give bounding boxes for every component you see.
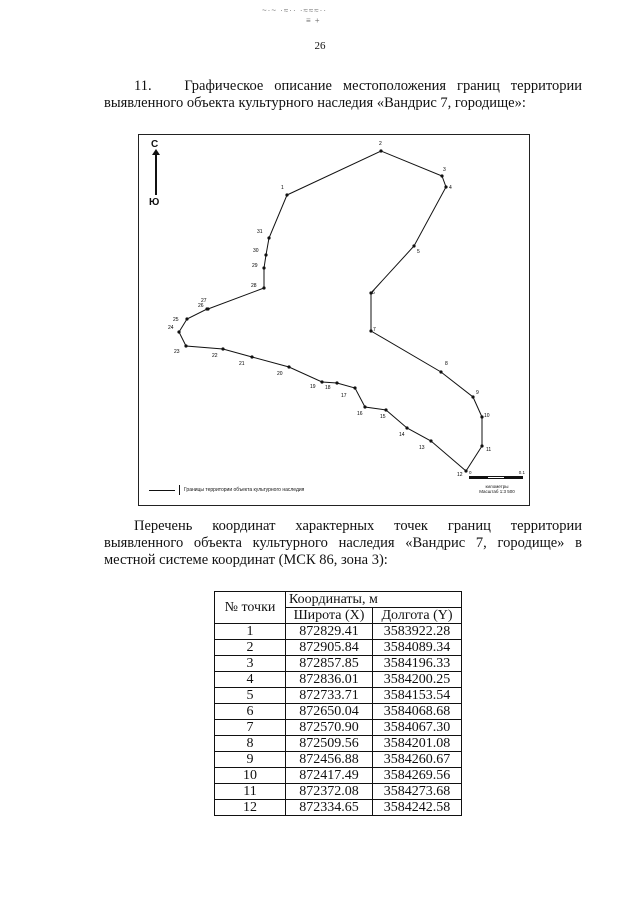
scale-zero: 0	[469, 470, 472, 475]
coordinates-intro	[104, 518, 582, 569]
boundary-vertex	[464, 469, 467, 472]
boundary-vertex	[439, 370, 442, 373]
table-row	[215, 736, 462, 752]
heading-text: Графическое описание местоположения границ территории выявленного объекта культурного наследия «Вандрис 7, городище»:	[104, 78, 583, 111]
cell-longitude: 3584068.68	[373, 704, 462, 720]
vertex-label: 5	[417, 249, 420, 255]
cell-point-number: 8	[215, 736, 286, 752]
vertex-label: 6	[372, 290, 375, 296]
vertex-label: 19	[310, 384, 316, 390]
vertex-label: 27	[201, 298, 207, 304]
legend-label: Границы территории объекта культурного наследия	[184, 487, 305, 493]
cell-point-number: 7	[215, 720, 286, 736]
legend-line-icon	[149, 490, 175, 491]
table-row	[215, 672, 462, 688]
table-row	[215, 720, 462, 736]
vertex-label: 3	[443, 167, 446, 173]
scale-ratio: Масштаб 1:3 500	[479, 489, 515, 494]
cell-longitude: 3584260.67	[373, 752, 462, 768]
vertex-label: 26	[198, 303, 204, 309]
vertex-label: 18	[325, 385, 331, 391]
table-row	[215, 704, 462, 720]
cell-latitude: 872417.49	[286, 768, 373, 784]
vertex-label: 11	[486, 447, 492, 453]
cell-latitude: 872334.65	[286, 800, 373, 816]
boundary-vertex	[429, 439, 432, 442]
boundary-vertex	[379, 149, 382, 152]
cell-longitude: 3584269.56	[373, 768, 462, 784]
cell-longitude: 3584196.33	[373, 656, 462, 672]
vertex-label: 14	[399, 432, 405, 438]
vertex-label: 24	[168, 325, 174, 331]
cell-point-number: 11	[215, 784, 286, 800]
boundary-vertex	[287, 365, 290, 368]
boundary-vertex	[285, 193, 288, 196]
cell-latitude: 872372.08	[286, 784, 373, 800]
cell-longitude: 3584067.30	[373, 720, 462, 736]
page-number: 26	[314, 40, 326, 52]
table-row	[215, 768, 462, 784]
boundary-vertex	[221, 347, 224, 350]
boundary-outline	[179, 151, 482, 471]
section-heading	[104, 78, 582, 112]
boundary-vertex	[335, 381, 338, 384]
cell-latitude: 872857.85	[286, 656, 373, 672]
vertex-label: 8	[445, 361, 448, 367]
cell-latitude: 872836.01	[286, 672, 373, 688]
boundary-vertex	[471, 395, 474, 398]
vertex-label: 12	[457, 472, 463, 478]
scale-bar	[469, 470, 525, 494]
header-point-number: № точки	[215, 592, 286, 624]
boundary-vertex	[412, 244, 415, 247]
table-row	[215, 800, 462, 816]
map-legend	[149, 485, 304, 495]
boundary-vertex	[267, 236, 270, 239]
vertex-label: 1	[281, 185, 284, 191]
cell-longitude: 3584153.54	[373, 688, 462, 704]
boundary-vertex	[250, 355, 253, 358]
table-header-row	[215, 592, 462, 608]
cell-point-number: 4	[215, 672, 286, 688]
vertex-label: 16	[357, 411, 363, 417]
boundary-vertex	[262, 286, 265, 289]
cell-latitude: 872509.56	[286, 736, 373, 752]
table-row	[215, 656, 462, 672]
boundary-vertex	[185, 317, 188, 320]
table-row	[215, 752, 462, 768]
vertex-label: 28	[251, 283, 257, 289]
vertex-label: 25	[173, 317, 179, 323]
legend-tick-icon	[179, 485, 180, 495]
boundary-vertex	[184, 344, 187, 347]
south-label: Ю	[149, 197, 160, 208]
cell-point-number: 10	[215, 768, 286, 784]
vertex-label: 17	[341, 393, 347, 399]
cell-longitude: 3584242.58	[373, 800, 462, 816]
boundary-vertex	[440, 174, 443, 177]
cell-latitude: 872829.41	[286, 624, 373, 640]
vertex-label: 7	[373, 327, 376, 333]
boundary-vertices	[168, 141, 491, 478]
coordinates-table	[214, 591, 462, 816]
vertex-label: 20	[277, 371, 283, 377]
vertex-label: 15	[380, 414, 386, 420]
vertex-label: 30	[253, 248, 259, 254]
scale-unit: километры	[485, 484, 509, 489]
vertex-label: 10	[484, 413, 490, 419]
scale-max: 0.1	[518, 470, 525, 475]
north-label: С	[151, 139, 159, 150]
vertex-label: 31	[257, 229, 263, 235]
vertex-label: 13	[419, 445, 425, 451]
vertex-label: 2	[379, 141, 382, 147]
boundary-vertex	[384, 408, 387, 411]
scan-artifact: ≡ +	[306, 16, 321, 25]
coordinates-intro-text: Перечень координат характерных точек границ территории выявленного объекта культурного наследия «Вандрис 7, городище» в местной системе координат (МСК 86, зона 3):	[104, 518, 582, 568]
cell-longitude: 3584200.25	[373, 672, 462, 688]
cell-latitude: 872456.88	[286, 752, 373, 768]
boundary-vertex	[206, 307, 209, 310]
table-row	[215, 688, 462, 704]
boundary-polygon-svg	[139, 135, 529, 505]
vertex-label: 23	[174, 349, 180, 355]
boundary-vertex	[262, 266, 265, 269]
cell-point-number: 2	[215, 640, 286, 656]
boundary-vertex	[320, 380, 323, 383]
cell-latitude: 872733.71	[286, 688, 373, 704]
table-row	[215, 624, 462, 640]
boundary-vertex	[444, 185, 447, 188]
boundary-vertex	[405, 426, 408, 429]
vertex-label: 9	[476, 390, 479, 396]
vertex-label: 21	[239, 361, 245, 367]
heading-number: 11.	[134, 78, 152, 94]
cell-longitude: 3584089.34	[373, 640, 462, 656]
boundary-vertex	[363, 405, 366, 408]
cell-point-number: 6	[215, 704, 286, 720]
vertex-label: 22	[212, 353, 218, 359]
cell-longitude: 3583922.28	[373, 624, 462, 640]
cell-point-number: 5	[215, 688, 286, 704]
boundary-vertex	[480, 444, 483, 447]
boundary-vertex	[353, 386, 356, 389]
header-coordinates: Координаты, м	[286, 592, 462, 608]
cell-point-number: 9	[215, 752, 286, 768]
table-body	[215, 624, 462, 816]
cell-longitude: 3584273.68	[373, 784, 462, 800]
table-row	[215, 784, 462, 800]
cell-longitude: 3584201.08	[373, 736, 462, 752]
cell-latitude: 872650.04	[286, 704, 373, 720]
boundary-map	[138, 134, 530, 506]
header-longitude: Долгота (Y)	[373, 608, 462, 624]
vertex-label: 4	[449, 185, 452, 191]
cell-point-number: 3	[215, 656, 286, 672]
cell-point-number: 1	[215, 624, 286, 640]
boundary-vertex	[264, 253, 267, 256]
vertex-label: 29	[252, 263, 258, 269]
cell-latitude: 872570.90	[286, 720, 373, 736]
boundary-vertex	[177, 330, 180, 333]
cell-point-number: 12	[215, 800, 286, 816]
scan-artifact: ~·~ ·≈·· ·≈≈≈··	[262, 6, 327, 15]
cell-latitude: 872905.84	[286, 640, 373, 656]
table-row	[215, 640, 462, 656]
header-latitude: Широта (X)	[286, 608, 373, 624]
